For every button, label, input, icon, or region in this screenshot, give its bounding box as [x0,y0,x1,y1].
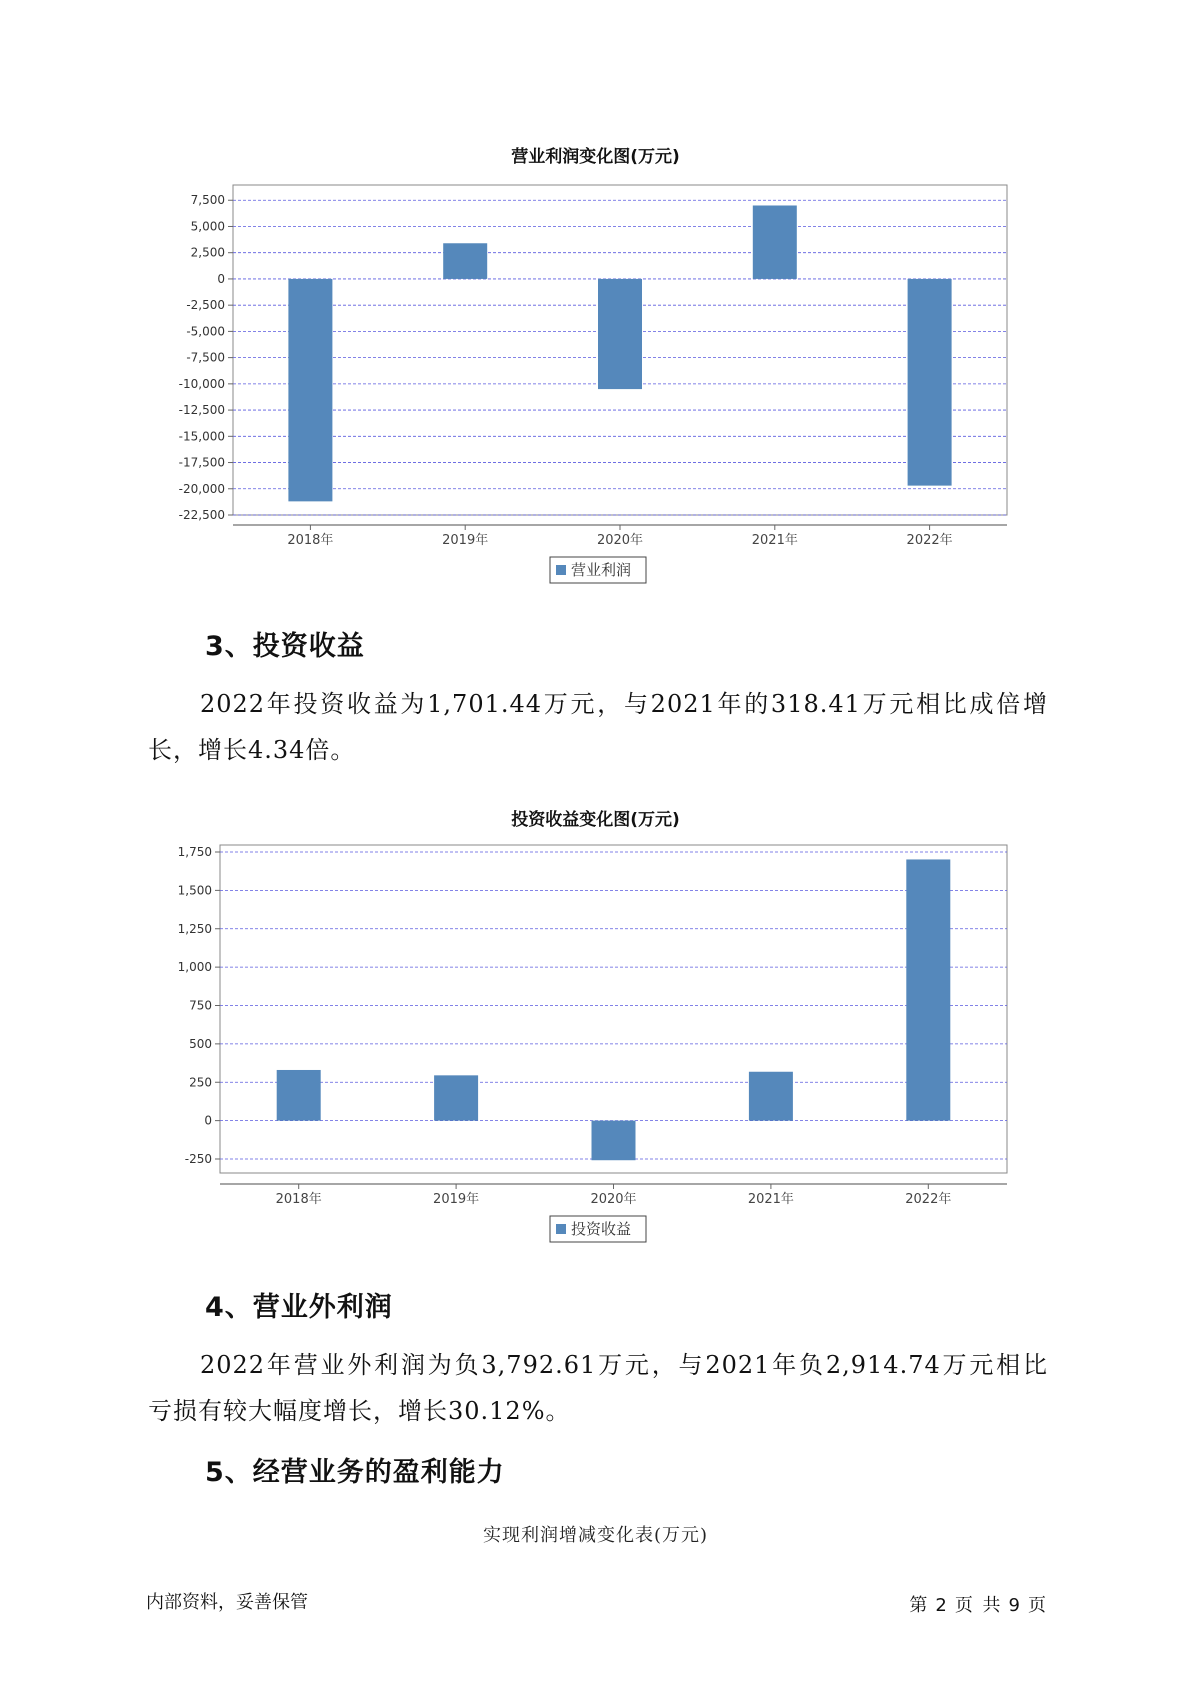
y-tick-label: -2,500 [186,298,225,313]
page-prefix: 第 [909,1595,930,1616]
section-4-heading: 4、营业外利润 [205,1292,393,1323]
investment-income-chart [0,833,1191,1253]
y-tick-label: -20,000 [178,481,225,496]
bar-2021年 [753,205,797,278]
y-tick-label: 2,500 [190,245,225,260]
page-mid: 页 共 [954,1595,1003,1616]
x-tick-label: 2020年 [596,533,644,548]
y-tick-label: -10,000 [178,376,225,391]
legend-label: 投资收益 [571,1220,632,1238]
page-total: 9 [1008,1595,1022,1616]
section-3-line-1: 2022年投资收益为1,701.44万元，与2021年的318.41万元相比成倍增 [200,690,1048,718]
x-tick-label: 2018年 [287,533,334,548]
chart1-title: 营业利润变化图(万元) [511,147,680,167]
x-tick-label: 2018年 [275,1192,322,1207]
bar-2020年 [598,279,642,389]
y-tick-label: 500 [189,1036,212,1051]
x-tick-label: 2021年 [751,533,798,548]
bar-2019年 [443,243,487,279]
x-tick-label: 2020年 [590,1192,637,1207]
legend-label: 营业利润 [571,561,632,579]
operating-profit-chart [0,170,1191,590]
y-tick-label: -5,000 [186,324,225,339]
y-tick-label: -12,500 [178,403,225,418]
bar-2022年 [906,859,950,1120]
section-3-paragraph [148,681,1048,773]
x-tick-label: 2021年 [747,1192,794,1207]
x-tick-label: 2022年 [906,533,953,548]
section-4-line-2: 亏损有较大幅度增长，增长30.12%。 [148,1397,571,1425]
legend-swatch [556,1224,566,1234]
bar-2018年 [288,279,332,501]
bar-2022年 [908,279,952,486]
y-tick-label: 1,250 [177,921,212,936]
y-tick-label: -17,500 [178,455,225,470]
y-tick-label: 5,000 [190,219,225,234]
x-tick-label: 2019年 [433,1192,480,1207]
y-tick-label: 0 [204,1113,212,1128]
page-current: 2 [935,1595,949,1616]
y-tick-label: -7,500 [186,350,225,365]
section-4-line-1: 2022年营业外利润为负3,792.61万元，与2021年负2,914.74万元相比 [200,1351,1048,1379]
section-3-heading: 3、投资收益 [205,631,365,662]
table-caption: 实现利润增减变化表(万元) [482,1525,709,1546]
chart2-title: 投资收益变化图(万元) [511,810,680,830]
section-3-line-2: 长，增长4.34倍。 [148,736,356,764]
y-tick-label: 750 [189,998,212,1013]
y-tick-label: 7,500 [190,193,225,208]
y-tick-label: -15,000 [178,429,225,444]
y-tick-label: 1,500 [177,883,212,898]
bar-2018年 [277,1070,321,1121]
footer-page-number [906,1591,1051,1617]
y-tick-label: 250 [189,1075,212,1090]
y-tick-label: 1,750 [177,845,212,859]
y-tick-label: 0 [217,271,225,286]
bar-2019年 [434,1075,478,1120]
legend-swatch [556,565,566,575]
bar-2021年 [749,1072,793,1121]
x-tick-label: 2019年 [442,533,489,548]
y-tick-label: 1,000 [177,960,212,975]
section-5-heading: 5、经营业务的盈利能力 [205,1457,505,1488]
y-tick-label: -250 [184,1152,212,1166]
section-4-paragraph [148,1342,1048,1434]
bar-2020年 [592,1121,636,1161]
y-tick-label: -22,500 [178,508,225,522]
page-suffix: 页 [1028,1595,1048,1616]
x-tick-label: 2022年 [905,1192,952,1207]
footer-confidential: 内部资料，妥善保管 [146,1592,308,1613]
